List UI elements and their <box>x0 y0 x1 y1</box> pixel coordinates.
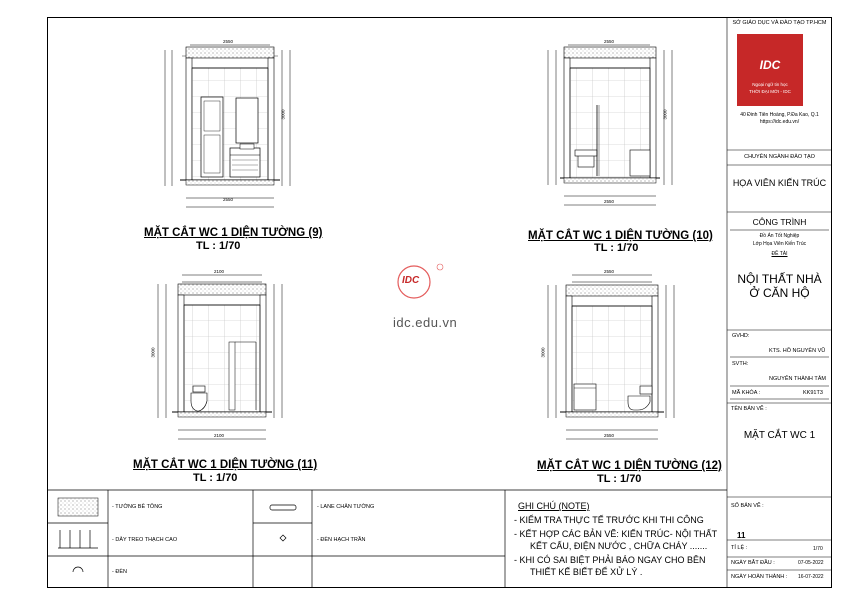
project-line2: Lớp Họa Viên Kiến Trúc <box>752 241 807 247</box>
dim-top-11: 2100 <box>214 269 225 274</box>
topic-title: NỘI THẤT NHÀ Ở CĂN HỘ <box>737 272 822 300</box>
dept-name: HỌA VIÊN KIẾN TRÚC <box>732 178 827 188</box>
dim-bottom-9: 2550 <box>223 197 234 202</box>
drawing-title-11: MẶT CẮT WC 1 DIỆN TƯỜNG (11) <box>133 459 318 471</box>
sheet-no-label: SỐ BẢN VẼ : <box>731 503 764 509</box>
topic-label: ĐỀ TÀI <box>771 251 788 257</box>
legend-lamp-label: - ĐÈN <box>112 569 127 575</box>
lamp-icon <box>73 567 83 572</box>
watermark-logo-text: IDC <box>402 275 420 286</box>
svth-name: NGUYỄN THÀNH TÂM <box>769 376 826 382</box>
watermark-url: idc.edu.vn <box>393 315 458 330</box>
project-label: CÔNG TRÌNH <box>752 217 807 227</box>
end-date-label: NGÀY HOÀN THÀNH : <box>731 574 788 580</box>
drawing-scale-9: TL : 1/70 <box>196 240 241 252</box>
idc-logo-text: IDC <box>759 58 781 72</box>
dim-height-11: 3000 <box>150 347 156 358</box>
scale-label: TỈ LỆ : <box>731 545 748 551</box>
ceiling-hanger-icon <box>58 530 98 548</box>
gvhd-name: KTS. HỒ NGUYÊN VŨ <box>769 348 826 354</box>
note-line-4: - KHI CÓ SAI BIỆT PHẢI BÁO NGAY CHO BÊN <box>514 555 706 565</box>
website: https://idc.edu.vn/ <box>759 119 800 125</box>
note-line-3: KẾT CẤU, ĐIỆN NƯỚC , CHỮA CHÁY ....... <box>530 541 708 551</box>
section-drawing-9 <box>165 45 290 207</box>
dept-label: CHUYÊN NGÀNH ĐÀO TẠO <box>744 154 815 160</box>
drawing-scale-12: TL : 1/70 <box>597 473 642 485</box>
sheet-name-label: TÊN BẢN VẼ : <box>731 406 767 412</box>
section-drawing-10 <box>548 45 672 205</box>
project-line1: Đồ Án Tốt Nghiệp <box>759 233 800 239</box>
legend-concrete-label: - TƯỜNG BÊ TÔNG <box>112 504 163 510</box>
dim-top-9: 2550 <box>223 39 234 44</box>
dim-bottom-10: 2550 <box>604 199 615 204</box>
dim-height-12: 3000 <box>540 347 546 358</box>
baseboard-icon <box>270 505 296 510</box>
scale-value: 1/70 <box>813 546 823 552</box>
dim-height-9: 3000 <box>280 109 286 120</box>
ceiling-light-icon <box>280 535 286 541</box>
end-date: 16-07-2022 <box>798 574 824 580</box>
drawing-title-12: MẶT CẮT WC 1 DIỆN TƯỜNG (12) <box>537 460 722 472</box>
drawing-scale-10: TL : 1/70 <box>594 242 639 254</box>
svth-label: SVTH: <box>732 361 749 367</box>
logo-sub1: Ngoại ngữ tin học <box>752 82 788 87</box>
concrete-hatch-icon <box>58 498 98 516</box>
dim-bottom-12: 2550 <box>604 433 615 438</box>
logo-sub2: THỜI ĐẠI MỚI - IDC <box>749 89 791 94</box>
legend-hanger-label: - DÂY TREO THẠCH CAO <box>112 537 178 543</box>
drawing-title-9: MẶT CẮT WC 1 DIỆN TƯỜNG (9) <box>144 227 323 239</box>
notes-title: GHI CHÚ (NOTE) <box>518 501 590 511</box>
start-date-label: NGÀY BẮT ĐẦU : <box>731 560 775 566</box>
note-line-2: - KẾT HỢP CÁC BẢN VẼ: KIẾN TRÚC- NỘI THẤT <box>514 529 718 539</box>
drawing-title-10: MẶT CẮT WC 1 DIỆN TƯỜNG (10) <box>528 230 713 242</box>
makhoa-value: KK91T3 <box>803 390 823 396</box>
sheet-no: 11 <box>737 531 746 540</box>
gvhd-label: GVHD: <box>732 333 750 339</box>
dim-bottom-11: 2100 <box>214 433 225 438</box>
legend-ceiling-light-label: - ĐÈN HẠCH TRẦN <box>317 537 366 543</box>
start-date: 07-05-2022 <box>798 560 824 566</box>
org-name: SỞ GIÁO DỤC VÀ ĐÀO TẠO TP.HCM <box>732 20 827 26</box>
legend-baseboard-label: - LANE CHÂN TƯỜNG <box>317 504 375 510</box>
sheet-name: MẶT CẮT WC 1 <box>743 430 816 441</box>
makhoa-label: MÃ KHÓA : <box>732 390 761 396</box>
section-drawing-11 <box>158 275 282 439</box>
address: 40 Đinh Tiên Hoàng, P.Đa Kao, Q.1 <box>740 112 819 118</box>
dim-top-12: 2550 <box>604 269 615 274</box>
dim-top-10: 2550 <box>604 39 615 44</box>
note-line-1: - KIỂM TRA THỰC TẾ TRƯỚC KHI THI CÔNG <box>514 515 704 525</box>
drawing-scale-11: TL : 1/70 <box>193 472 238 484</box>
note-line-5: THIẾT KẾ BIẾT ĐỂ XỬ LÝ . <box>530 567 643 577</box>
dim-height-10: 3000 <box>662 109 668 120</box>
section-drawing-12 <box>548 275 674 439</box>
